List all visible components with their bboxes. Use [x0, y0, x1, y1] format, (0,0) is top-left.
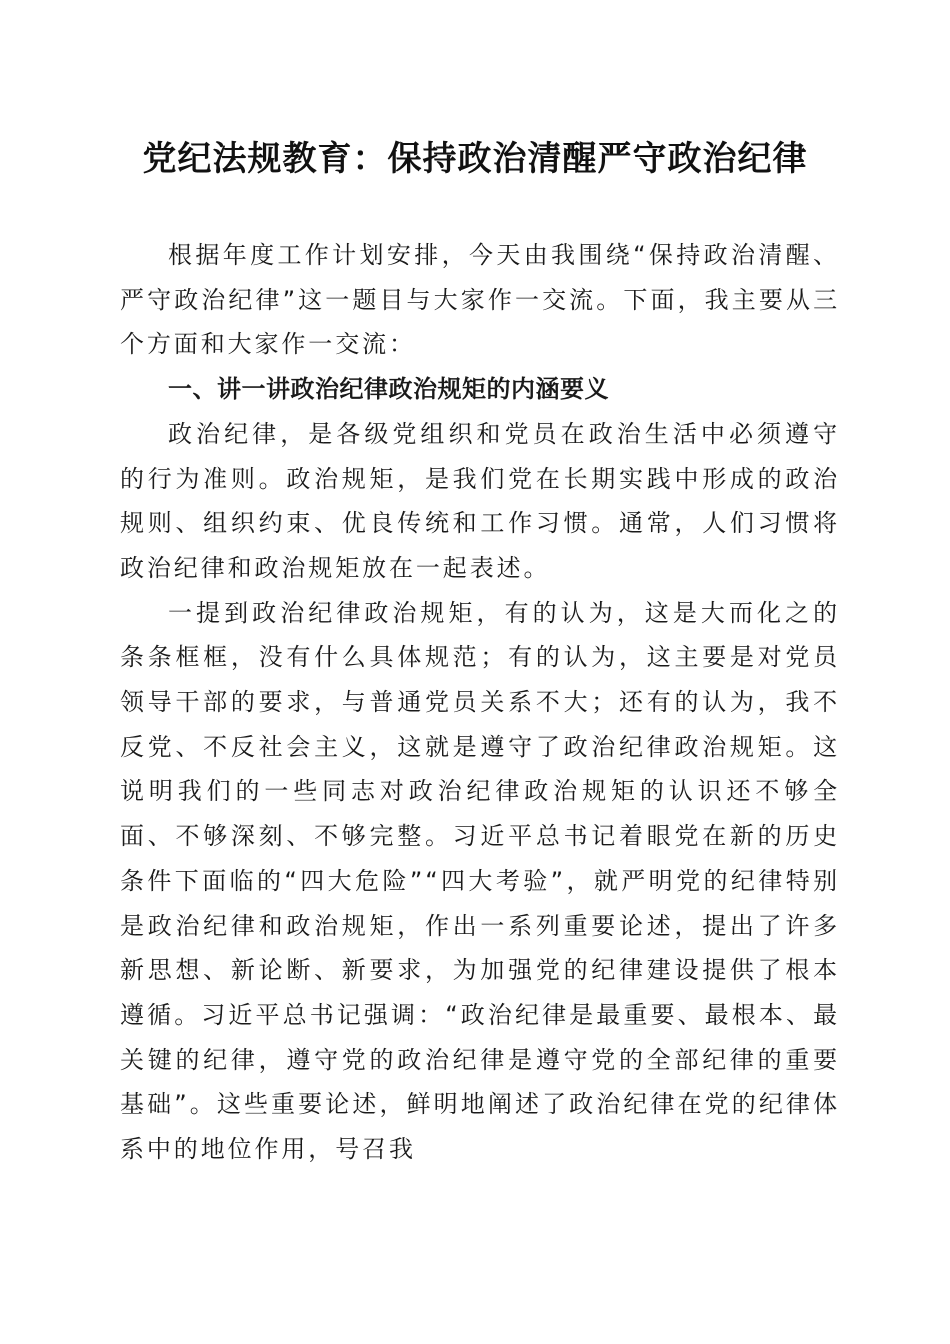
- document-body: [120, 233, 840, 1172]
- document-title: 党纪法规教育：保持政治清醒严守政治纪律: [142, 139, 808, 179]
- paragraph-discussion: 一提到政治纪律政治规矩，有的认为，这是大而化之的条条框框，没有什么具体规范；有的认为，这主要是对党员领导干部的要求，与普通党员关系不大；还有的认为，我不反党、不反社会主义，这就是遵守了政治纪律政治规矩。这说明我们的一些同志对政治纪律政治规矩的认识还不够全面、不够深刻、不够完整。习近平总书记着眼党在新的历史条件下面临的“四大危险”“四大考验”，就严明党的纪律特别是政治纪律和政治规矩，作出一系列重要论述，提出了许多新思想、新论断、新要求，为加强党的纪律建设提供了根本遵循。习近平总书记强调：“政治纪律是最重要、最根本、最关键的纪律，遵守党的政治纪律是遵守党的全部纪律的重要基础”。这些重要论述，鲜明地阐述了政治纪律在党的纪律体系中的地位作用，号召我: [120, 598, 840, 1164]
- paragraph-intro: 根据年度工作计划安排，今天由我围绕“保持政治清醒、严守政治纪律”这一题目与大家作一交流。下面，我主要从三个方面和大家作一交流：: [120, 241, 840, 359]
- section-heading-1: 一、讲一讲政治纪律政治规矩的内涵要义: [168, 375, 609, 404]
- paragraph-definition: 政治纪律，是各级党组织和党员在政治生活中必须遵守的行为准则。政治规矩，是我们党在长期实践中形成的政治规则、组织约束、优良传统和工作习惯。通常，人们习惯将政治纪律和政治规矩放在一起表述。: [120, 419, 840, 582]
